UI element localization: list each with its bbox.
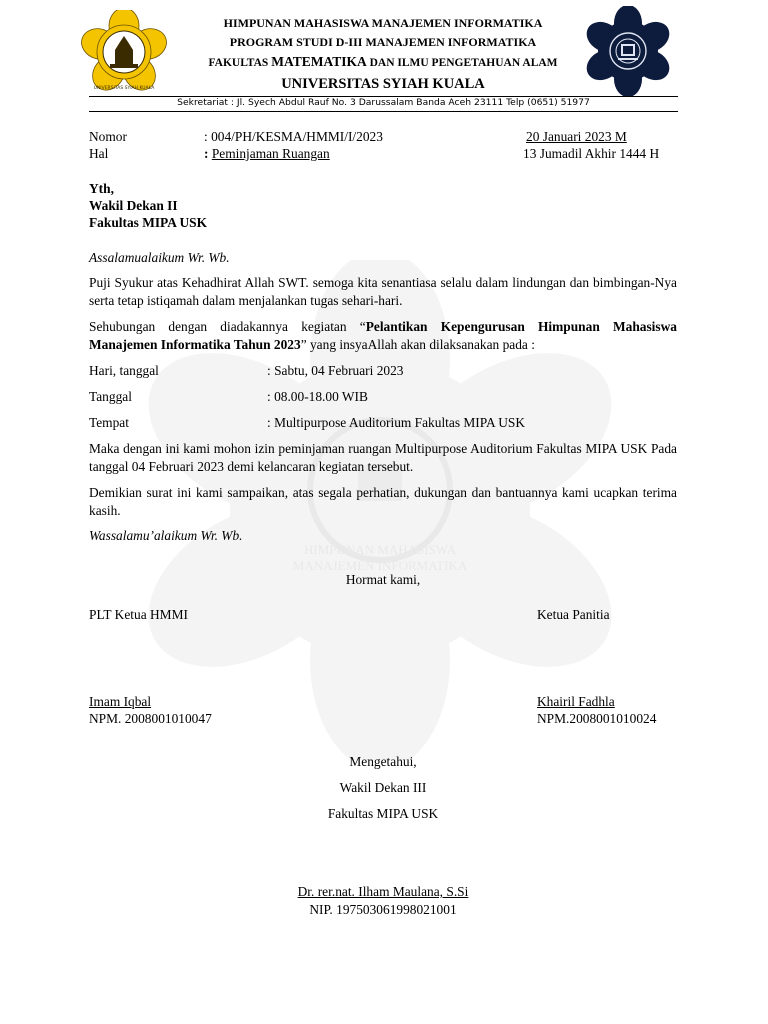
faculty-name: FAKULTAS MATEMATIKA DAN ILMU PENGETAHUAN ALAM [208,54,558,69]
program-name: PROGRAM STUDI D-III MANAJEMEN INFORMATIKA [229,35,537,49]
approver-role: Wakil Dekan III [339,780,427,795]
recipient-salutation: Yth, [89,181,114,196]
hal-value: : Peminjaman Ruangan [204,146,330,161]
detail-value-day: : Sabtu, 04 Februari 2023 [267,363,404,378]
recipient-faculty: Fakultas MIPA USK [89,215,208,230]
recipient-title: Wakil Dekan II [89,198,178,213]
signer-right-name: Khairil Fadhla [537,694,615,709]
signer-right-role: Ketua Panitia [537,607,610,622]
watermark-line-1: HIMPUNAN MAHASISWA [303,542,457,557]
watermark-line-2: MANAJEMEN INFORMATIKA [292,558,468,573]
letterhead [180,14,586,95]
date-hijri: 13 Jumadil Akhir 1444 H [523,146,660,161]
detail-value-place: : Multipurpose Auditorium Fakultas MIPA USK [267,415,526,430]
nomor-label: Nomor [89,129,127,144]
paragraph-2: Sehubungan dengan diadakannya kegiatan “Pelantikan Kepengurusan Himpunan Mahasiswa Manajemen Informatika Tahun 2023” yang insyaAllah akan dilaksanakan pada : [89,319,677,352]
hmmi-logo [578,6,678,96]
paragraph-3: Maka dengan ini kami mohon izin peminjaman ruangan Multipurpose Auditorium Fakultas MIPA USK Pada tanggal 04 Februari 2023 demi kelancaran kegiatan tersebut. [89,441,677,474]
logo-ring-text: UNIVERSITAS SYIAH KUALA [93,86,155,91]
org-name: HIMPUNAN MAHASISWA MANAJEMEN INFORMATIKA [223,16,543,30]
university-logo [72,10,176,94]
university-name: UNIVERSITAS SYIAH KUALA [281,76,485,92]
mengetahui: Mengetahui, [349,754,417,769]
signer-right-npm: NPM.2008001010024 [537,711,657,726]
signer-left-name: Imam Iqbal [89,694,152,709]
hal-label: Hal [89,146,109,161]
signer-left-npm: NPM. 2008001010047 [89,711,212,726]
paragraph-4: Demikian surat ini kami sampaikan, atas segala perhatian, dukungan dan bantuannya kami ucapkan terima kasih. [89,485,677,518]
detail-label-place: Tempat [89,415,129,430]
opening-greeting: Assalamualaikum Wr. Wb. [89,250,230,265]
approver-name: Dr. rer.nat. Ilham Maulana, S.Si [297,884,469,899]
hormat-kami: Hormat kami, [345,572,421,587]
detail-label-time: Tanggal [89,389,132,404]
signer-left-role: PLT Ketua HMMI [89,607,188,622]
closing-greeting: Wassalamu’alaikum Wr. Wb. [89,528,243,543]
paragraph-1: Puji Syukur atas Kehadhirat Allah SWT. semoga kita senantiasa selalu dalam lindungan dan bimbingan-Nya serta tetap istiqamah dalam menjalankan tugas sehari-hari. [89,275,677,308]
detail-value-time: : 08.00-18.00 WIB [267,389,368,404]
date-masehi: 20 Januari 2023 M [526,129,627,144]
approver-faculty: Fakultas MIPA USK [327,806,439,821]
nomor-value: : 004/PH/KESMA/HMMI/I/2023 [204,129,383,144]
approver-nip: NIP. 197503061998021001 [309,902,457,917]
detail-label-day: Hari, tanggal [89,363,159,378]
header-rule-bottom [89,111,678,112]
secretariat-address: Sekretariat : Jl. Syech Abdul Rauf No. 3 Darussalam Banda Aceh 23111 Telp (0651) 51977 [177,97,590,108]
